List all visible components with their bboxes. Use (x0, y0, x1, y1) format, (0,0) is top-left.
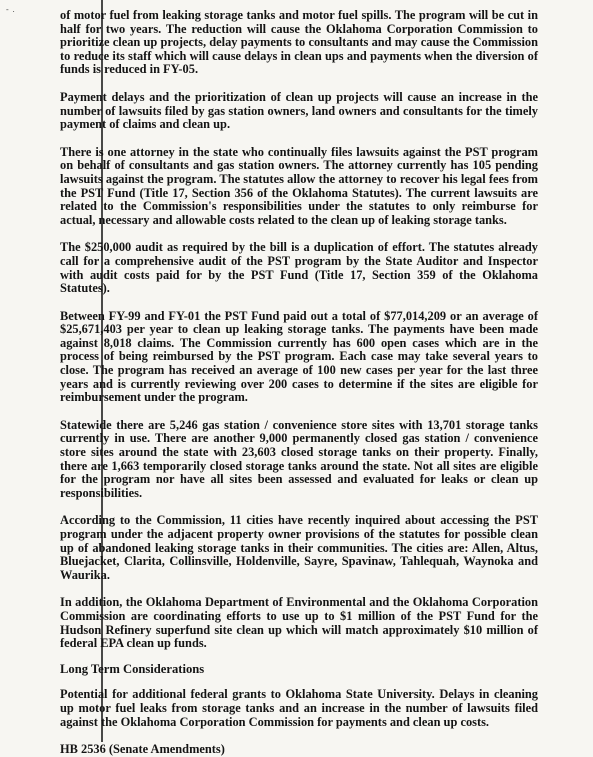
paragraph-motor-fuel: of motor fuel from leaking storage tanks and motor fuel spills. The program will be cut in half for two years. The reduction will cause the Oklahoma Corporation Commission to prioritize clean up projects, delay payments to consultants and may cause the Commission to reduce its staff which will cause delays in clean ups and payments when the diversion of funds is reduced in FY-05. (60, 8, 538, 77)
document-body (60, 9, 538, 757)
section-heading: Long Term Considerations (60, 661, 205, 676)
paragraph-cities: According to the Commission, 11 cities have recently inquired about accessing the PST program under the adjacent property owner provisions of the statutes for possible clean up of abandoned leaking storage tanks in their communities. The cities are: Allen, Altus, Bluejacket, Clarita, Collinsville, Holdenville, Sayre, Spavinaw, Tahlequah, Waynoka and Waurika. (60, 513, 538, 582)
bill-footer: HB 2536 (Senate Amendments) (60, 742, 225, 757)
paragraph-attorney: There is one attorney in the state who continually files lawsuits against the PST program on behalf of consultants and gas station owners. The attorney currently has 105 pending lawsuits against the program. The statutes allow the attorney to recover his legal fees from the PST Fund (Title 17, Section 356 of the Oklahoma Statutes). The current lawsuits are related to the Commission's responsibilities under the statutes to only reimburse for actual, necessary and allowable costs related to the clean up of leaking storage tanks. (60, 144, 538, 227)
paragraph-hudson-refinery: In addition, the Oklahoma Department of Environmental and the Oklahoma Corporation Commission are coordinating efforts to use up to $1 million of the PST Fund for the Hudson Refinery superfund site clean up which will match approximately $10 million of federal EPA clean up funds. (60, 595, 538, 651)
paragraph-audit: The $250,000 audit as required by the bill is a duplication of effort. The statutes already call for a comprehensive audit of the PST program by the State Auditor and Inspector with audit costs paid for by the PST Fund (Title 17, Section 359 of the Oklahoma Statutes). (60, 240, 538, 296)
paragraph-payment-delays: Payment delays and the prioritization of clean up projects will cause an increase in the number of lawsuits filed by gas station owners, land owners and consultants for the timely payment of claims and clean up. (60, 89, 538, 132)
paragraph-fund-payments: Between FY-99 and FY-01 the PST Fund paid out a total of $77,014,209 or an average of $25,671,403 per year to clean up leaking storage tanks. The payments have been made against 8,018 claims. The Commission currently has 600 open cases which are in the process of being reimbursed by the PST program. Each case may take several years to close. The program has received an average of 100 new cases per year for the last three years and is currently reviewing over 200 cases to determine if the sites are eligible for reimbursement under the program. (60, 308, 538, 405)
paragraph-long-term: Potential for additional federal grants to Oklahoma State University. Delays in cleaning up motor fuel leaks from storage tanks and an increase in the number of lawsuits filed against the Oklahoma Corporation Commission for payments and clean up costs. (60, 687, 538, 729)
paragraph-statewide-sites: Statewide there are 5,246 gas station / convenience store sites with 13,701 storage tanks currently in use. There are another 9,000 permanently closed gas station / convenience store sites around the state with 23,603 closed storage tanks on their property. Finally, there are 1,663 temporarily closed storage tanks around the state. Not all sites are eligible for the program nor have all sites been assessed and evaluated for leaks or clean up responsibilities. (60, 417, 538, 500)
corner-mark: - . (6, 5, 16, 14)
